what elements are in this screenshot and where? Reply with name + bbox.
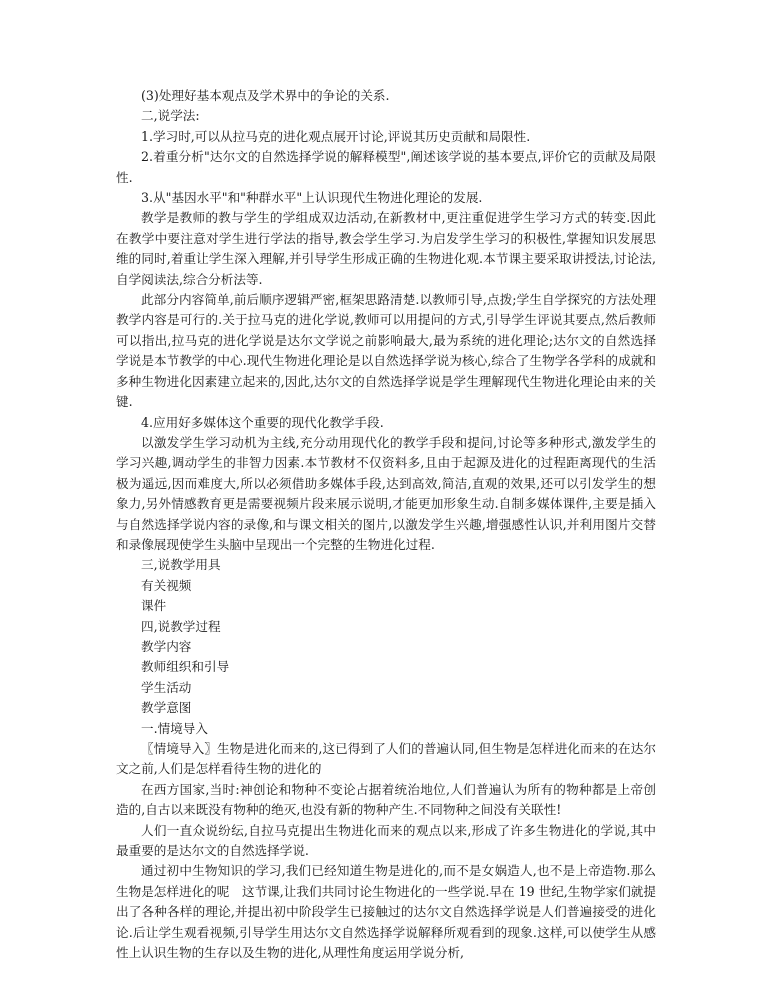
paragraph-study-4: 4.应用好多媒体这个重要的现代化教学手段.	[141, 414, 384, 430]
section-heading-study-method: 二,说学法:	[141, 108, 200, 124]
paragraph-study-1: 1.学习时,可以从拉马克的进化观点展开讨论,评说其历史贡献和局限性.	[141, 128, 531, 144]
section-heading-teaching-tools: 三,说教学用具	[141, 557, 221, 573]
paragraph-multimedia: 以激发学生学习动机为主线,充分动用现代化的教学手段和提问,讨论等多种形式,激发学生的学习兴趣,调动学生的非智力因素.本节教材不仅资料多,且由于起源及进化的过程距离现代的生活极为遥远,因而难度大,所以必须借助多媒体手段,达到高效,简洁,直观的效果,还可以引发学生的想象力,另外情感教育更是需要视频片段来展示说明,才能更加形象生动.自制多媒体课件,主要是插入与自然选择学说内容的录像,和与课文相关的图片,以激发学生兴趣,增强感性认识,并利用图片交替和录像展现使学生头脑中呈现出一个完整的生物进化过程.	[116, 434, 656, 552]
paragraph-study-3: 3.从"基因水平"和"种群水平"上认识现代生物进化理论的发展.	[141, 190, 483, 206]
list-item-teaching-intent: 教学意图	[141, 700, 192, 716]
list-item-teaching-content: 教学内容	[141, 638, 192, 654]
paragraph-teaching-method: 教学是教师的教与学生的学组成双边活动,在新教材中,更注重促进学生学习方式的转变.因此在教学中要注意对学生进行学法的指导,教会学生学习.为启发学生学习的积极性,掌握知识发展思维的同时,着重让学生深入理解,并引导学生形成正确的生物进化观.本节课主要采取讲授法,讨论法,自学阅读法,综合分析法等.	[116, 210, 656, 287]
paragraph-lesson-intro: 通过初中生物知识的学习,我们已经知道生物是进化的,而不是女娲造人,也不是上帝造物.那么生物是怎样进化的呢 这节课,让我们共同讨论生物进化的一些学说.早在 19 世纪,生物学家们就提出了各种各样的理论,并提出初中阶段学生已接触过的达尔文自然选择学说是人们普遍接受的进化论.后让学生观看视频,引导学生用达尔文自然选择学说解释所观看到的现象.这样,可以使学生从感性上认识生物的生存以及生物的进化,从理性角度运用学说分析,	[116, 863, 656, 961]
document-page	[116, 86, 656, 963]
list-item-courseware: 课件	[141, 598, 167, 614]
list-item-student-activity: 学生活动	[141, 679, 192, 695]
list-item-teacher-guidance: 教师组织和引导	[141, 659, 230, 675]
section-heading-scenario-intro: 一.情境导入	[141, 720, 208, 736]
paragraph-1: (3)处理好基本观点及学术界中的争论的关系.	[141, 88, 390, 103]
paragraph-study-2: 2.着重分析"达尔文的自然选择学说的解释模型",阐述该学说的基本要点,评价它的贡献及局限性.	[116, 149, 656, 185]
paragraph-lamarck-darwin: 人们一直众说纷纭,自拉马克提出生物进化而来的观点以来,形成了许多生物进化的学说,其中最重要的是达尔文的自然选择学说.	[116, 822, 656, 859]
list-item-video: 有关视频	[141, 577, 192, 593]
paragraph-western-view: 在西方国家,当时:神创论和物种不变论占据着统治地位,人们普遍认为所有的物种都是上帝创造的,自古以来既没有物种的绝灭,也没有新的物种产生.不同物种之间没有关联性!	[116, 781, 656, 818]
paragraph-scenario-intro: 〖情境导入〗生物是进化而来的,这已得到了人们的普遍认同,但生物是怎样进化而来的在达尔文之前,人们是怎样看待生物的进化的	[116, 741, 656, 777]
section-heading-teaching-process: 四,说教学过程	[141, 618, 221, 634]
paragraph-content-analysis: 此部分内容简单,前后顺序逻辑严密,框架思路清楚.以教师引导,点拨;学生自学探究的方法处理教学内容是可行的.关于拉马克的进化学说,教师可以用提问的方式,引导学生评说其要点,然后教师可以指出,拉马克的进化学说是达尔文学说之前影响最大,最为系统的进化理论;达尔文的自然选择学说是本节教学的中心.现代生物进化理论是以自然选择学说为核心,综合了生物学各学科的成就和多种生物进化因素建立起来的,因此,达尔文的自然选择学说是学生理解现代生物进化理论由来的关键.	[116, 292, 656, 410]
